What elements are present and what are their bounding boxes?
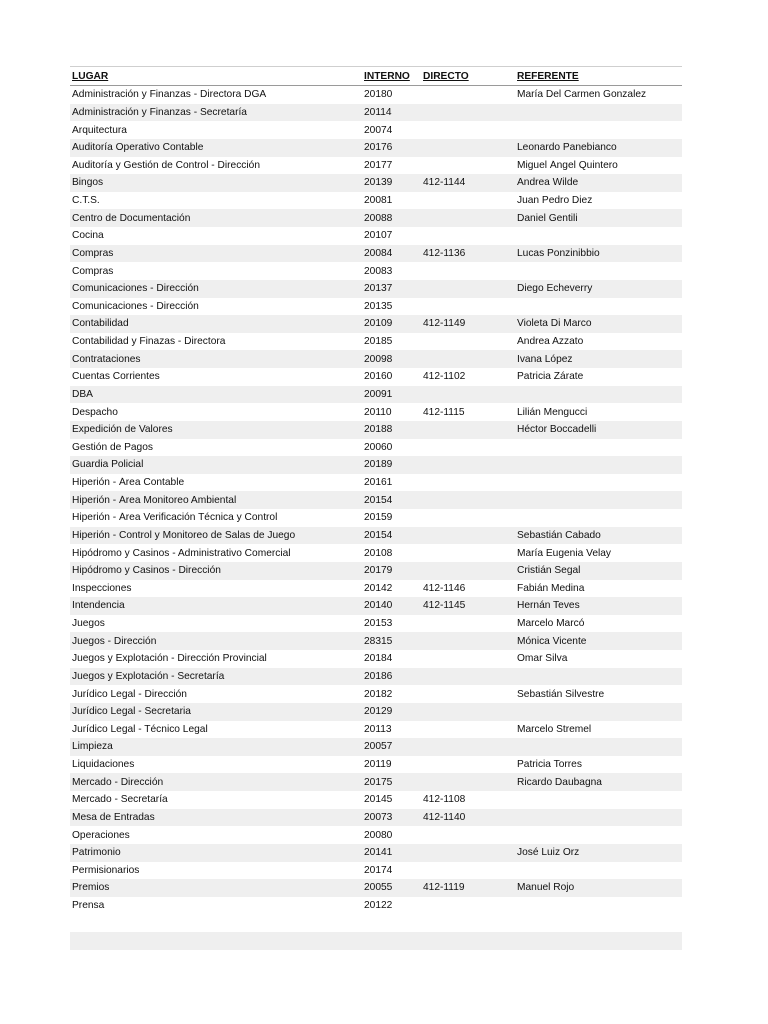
cell-lugar: Compras	[72, 265, 114, 277]
cell-directo: 412-1145	[423, 600, 466, 612]
table-footer-bar	[70, 932, 682, 950]
cell-lugar: Comunicaciones - Dirección	[72, 283, 199, 295]
cell-interno: 20140	[364, 600, 393, 612]
table-row	[70, 773, 682, 791]
cell-lugar: Hiperión - Área Contable	[72, 477, 185, 489]
cell-interno: 20083	[364, 265, 393, 277]
cell-interno: 20098	[364, 353, 393, 365]
cell-interno: 20122	[364, 900, 393, 912]
table-spacer	[70, 914, 682, 932]
cell-lugar: Operaciones	[72, 829, 130, 841]
cell-interno: 20160	[364, 371, 393, 383]
cell-lugar: Guardia Policial	[72, 459, 144, 471]
cell-referente: Andrea Azzato	[517, 336, 584, 348]
header-directo	[423, 71, 517, 82]
cell-interno: 20154	[364, 529, 393, 541]
cell-interno: 20107	[364, 230, 393, 242]
cell-interno: 20084	[364, 247, 393, 259]
cell-referente: Patricia Zárate	[517, 371, 584, 383]
cell-interno: 20175	[364, 776, 393, 788]
table-row	[70, 756, 682, 774]
cell-lugar: Mercado - Dirección	[72, 776, 164, 788]
table-row	[70, 174, 682, 192]
table-row	[70, 738, 682, 756]
cell-referente: Sebastián Cabado	[517, 529, 601, 541]
cell-interno: 20135	[364, 300, 393, 312]
cell-interno: 28315	[364, 635, 393, 647]
table-row	[70, 280, 682, 298]
header-interno	[364, 71, 423, 82]
table-row	[70, 580, 682, 598]
directory-table	[70, 66, 682, 950]
cell-interno: 20189	[364, 459, 393, 471]
header-referente	[517, 71, 682, 82]
table-row	[70, 439, 682, 457]
cell-lugar: Compras	[72, 247, 114, 259]
table-row	[70, 897, 682, 915]
table-row	[70, 544, 682, 562]
cell-lugar: Inspecciones	[72, 582, 132, 594]
cell-lugar: Limpieza	[72, 741, 113, 753]
cell-referente: Andrea Wilde	[517, 177, 579, 189]
cell-interno: 20060	[364, 441, 393, 453]
cell-referente: Marcelo Stremel	[517, 723, 592, 735]
cell-interno: 20113	[364, 723, 392, 735]
table-row	[70, 826, 682, 844]
cell-directo: 412-1102	[423, 371, 466, 383]
cell-lugar: Prensa	[72, 900, 105, 912]
cell-referente: Hernán Teves	[517, 600, 580, 612]
header-referente-label: REFERENTE	[517, 70, 579, 82]
table-row	[70, 227, 682, 245]
cell-interno: 20119	[364, 759, 392, 771]
cell-interno: 20182	[364, 688, 393, 700]
cell-interno: 20080	[364, 829, 393, 841]
cell-referente: Ricardo Daubagna	[517, 776, 602, 788]
cell-lugar: Liquidaciones	[72, 759, 135, 771]
cell-lugar: Jurídico Legal - Secretaria	[72, 706, 191, 718]
cell-interno: 20174	[364, 864, 393, 876]
table-row	[70, 509, 682, 527]
cell-lugar: Patrimonio	[72, 847, 121, 859]
cell-lugar: Administración y Finanzas - Secretaría	[72, 106, 247, 118]
header-interno-label: INTERNO	[364, 70, 410, 82]
cell-interno: 20129	[364, 706, 393, 718]
cell-interno: 20088	[364, 212, 393, 224]
table-row	[70, 668, 682, 686]
cell-directo: 412-1115	[423, 406, 465, 418]
cell-referente: José Luiz Orz	[517, 847, 580, 859]
cell-lugar: Expedición de Valores	[72, 424, 173, 436]
cell-lugar: Centro de Documentación	[72, 212, 191, 224]
table-row	[70, 809, 682, 827]
table-row	[70, 597, 682, 615]
cell-lugar: Arquitectura	[72, 124, 127, 136]
table-row	[70, 139, 682, 157]
cell-interno: 20109	[364, 318, 393, 330]
cell-interno: 20179	[364, 565, 393, 577]
table-row	[70, 615, 682, 633]
cell-interno: 20108	[364, 547, 393, 559]
table-row	[70, 86, 682, 104]
cell-interno: 20159	[364, 512, 393, 524]
cell-interno: 20142	[364, 582, 393, 594]
cell-referente: Lilián Mengucci	[517, 406, 588, 418]
cell-interno: 20145	[364, 794, 393, 806]
table-row	[70, 474, 682, 492]
table-row	[70, 209, 682, 227]
cell-referente: Cristián Segal	[517, 565, 581, 577]
cell-referente: María Del Carmen Gonzalez	[517, 89, 647, 101]
cell-lugar: Despacho	[72, 406, 118, 418]
table-row	[70, 632, 682, 650]
table-row	[70, 121, 682, 139]
table-row	[70, 192, 682, 210]
table-row	[70, 157, 682, 175]
cell-directo: 412-1140	[423, 811, 466, 823]
cell-referente: Juan Pedro Diez	[517, 195, 593, 207]
cell-referente: Sebastián Silvestre	[517, 688, 605, 700]
cell-lugar: Bingos	[72, 177, 104, 189]
cell-interno: 20177	[364, 159, 393, 171]
cell-interno: 20185	[364, 336, 393, 348]
cell-interno: 20110	[364, 406, 392, 418]
cell-directo: 412-1119	[423, 882, 465, 894]
cell-interno: 20180	[364, 89, 393, 101]
cell-lugar: Intendencia	[72, 600, 125, 612]
cell-lugar: Auditoría Operativo Contable	[72, 142, 204, 154]
cell-referente: Diego Echeverry	[517, 283, 593, 295]
cell-referente: Violeta Di Marco	[517, 318, 592, 330]
table-row	[70, 650, 682, 668]
cell-referente: Miguel Ángel Quintero	[517, 159, 618, 171]
cell-interno: 20188	[364, 424, 393, 436]
cell-referente: Marcelo Marcó	[517, 618, 585, 630]
cell-lugar: Contrataciones	[72, 353, 141, 365]
cell-interno: 20081	[364, 195, 393, 207]
cell-referente: Héctor Boccadelli	[517, 424, 597, 436]
cell-lugar: C.T.S.	[72, 195, 100, 207]
cell-lugar: Contabilidad	[72, 318, 129, 330]
cell-referente: Daniel Gentili	[517, 212, 578, 224]
cell-lugar: Auditoría y Gestión de Control - Dirección	[72, 159, 260, 171]
table-row	[70, 527, 682, 545]
table-row	[70, 368, 682, 386]
header-directo-label: DIRECTO	[423, 70, 469, 82]
cell-interno: 20184	[364, 653, 393, 665]
cell-referente: Mónica Vicente	[517, 635, 587, 647]
cell-lugar: Juegos	[72, 618, 105, 630]
cell-lugar: Premios	[72, 882, 110, 894]
header-lugar	[70, 71, 364, 82]
cell-lugar: Mercado - Secretaría	[72, 794, 168, 806]
table-row	[70, 703, 682, 721]
table-body	[70, 86, 682, 914]
table-row	[70, 104, 682, 122]
cell-referente: Fabián Medina	[517, 582, 585, 594]
table-row	[70, 862, 682, 880]
table-row	[70, 456, 682, 474]
cell-lugar: Juegos y Explotación - Secretaría	[72, 670, 225, 682]
cell-lugar: Mesa de Entradas	[72, 811, 155, 823]
table-row	[70, 791, 682, 809]
cell-lugar: Comunicaciones - Dirección	[72, 300, 199, 312]
cell-interno: 20153	[364, 618, 393, 630]
table-row	[70, 350, 682, 368]
table-row	[70, 844, 682, 862]
table-row	[70, 333, 682, 351]
cell-interno: 20141	[364, 847, 393, 859]
table-header	[70, 67, 682, 86]
cell-lugar: Hiperión - Control y Monitoreo de Salas de Juego	[72, 529, 296, 541]
table-row	[70, 298, 682, 316]
table-row	[70, 491, 682, 509]
cell-interno: 20139	[364, 177, 393, 189]
cell-interno: 20176	[364, 142, 393, 154]
cell-referente: María Eugenia Velay	[517, 547, 612, 559]
cell-lugar: Contabilidad y Finazas - Directora	[72, 336, 226, 348]
cell-lugar: Cuentas Corrientes	[72, 371, 160, 383]
cell-lugar: Cocina	[72, 230, 104, 242]
cell-lugar: Jurídico Legal - Técnico Legal	[72, 723, 208, 735]
cell-lugar: Gestión de Pagos	[72, 441, 153, 453]
cell-lugar: Hiperión - Área Monitoreo Ambiental	[72, 494, 237, 506]
table-row	[70, 386, 682, 404]
cell-lugar: Juegos - Dirección	[72, 635, 157, 647]
table-row	[70, 421, 682, 439]
cell-lugar: Hipódromo y Casinos - Dirección	[72, 565, 221, 577]
cell-directo: 412-1149	[423, 318, 466, 330]
header-lugar-label: LUGAR	[72, 70, 109, 82]
table-row	[70, 315, 682, 333]
table-row	[70, 562, 682, 580]
cell-interno: 20161	[364, 477, 393, 489]
cell-interno: 20055	[364, 882, 393, 894]
cell-interno: 20154	[364, 494, 393, 506]
cell-interno: 20074	[364, 124, 393, 136]
cell-lugar: Hipódromo y Casinos - Administrativo Comercial	[72, 547, 291, 559]
cell-directo: 412-1136	[423, 247, 466, 259]
cell-lugar: Hiperión - Área Verificación Técnica y Control	[72, 512, 278, 524]
cell-interno: 20114	[364, 106, 392, 118]
cell-directo: 412-1146	[423, 582, 466, 594]
cell-interno: 20137	[364, 283, 393, 295]
cell-referente: Manuel Rojo	[517, 882, 575, 894]
cell-referente: Lucas Ponzinibbio	[517, 247, 600, 259]
cell-referente: Patricia Torres	[517, 759, 582, 771]
cell-referente: Leonardo Panebianco	[517, 142, 617, 154]
cell-interno: 20073	[364, 811, 393, 823]
table-row	[70, 721, 682, 739]
cell-interno: 20057	[364, 741, 393, 753]
cell-directo: 412-1108	[423, 794, 466, 806]
cell-lugar: Jurídico Legal - Dirección	[72, 688, 187, 700]
cell-lugar: Administración y Finanzas - Directora DGA	[72, 89, 267, 101]
cell-lugar: Juegos y Explotación - Dirección Provincial	[72, 653, 267, 665]
table-row	[70, 879, 682, 897]
cell-lugar: DBA	[72, 388, 93, 400]
table-row	[70, 262, 682, 280]
cell-lugar: Permisionarios	[72, 864, 140, 876]
cell-interno: 20091	[364, 388, 393, 400]
cell-referente: Ivana López	[517, 353, 573, 365]
cell-interno: 20186	[364, 670, 393, 682]
table-row	[70, 403, 682, 421]
table-row	[70, 245, 682, 263]
cell-directo: 412-1144	[423, 177, 466, 189]
cell-referente: Omar Silva	[517, 653, 568, 665]
table-row	[70, 685, 682, 703]
